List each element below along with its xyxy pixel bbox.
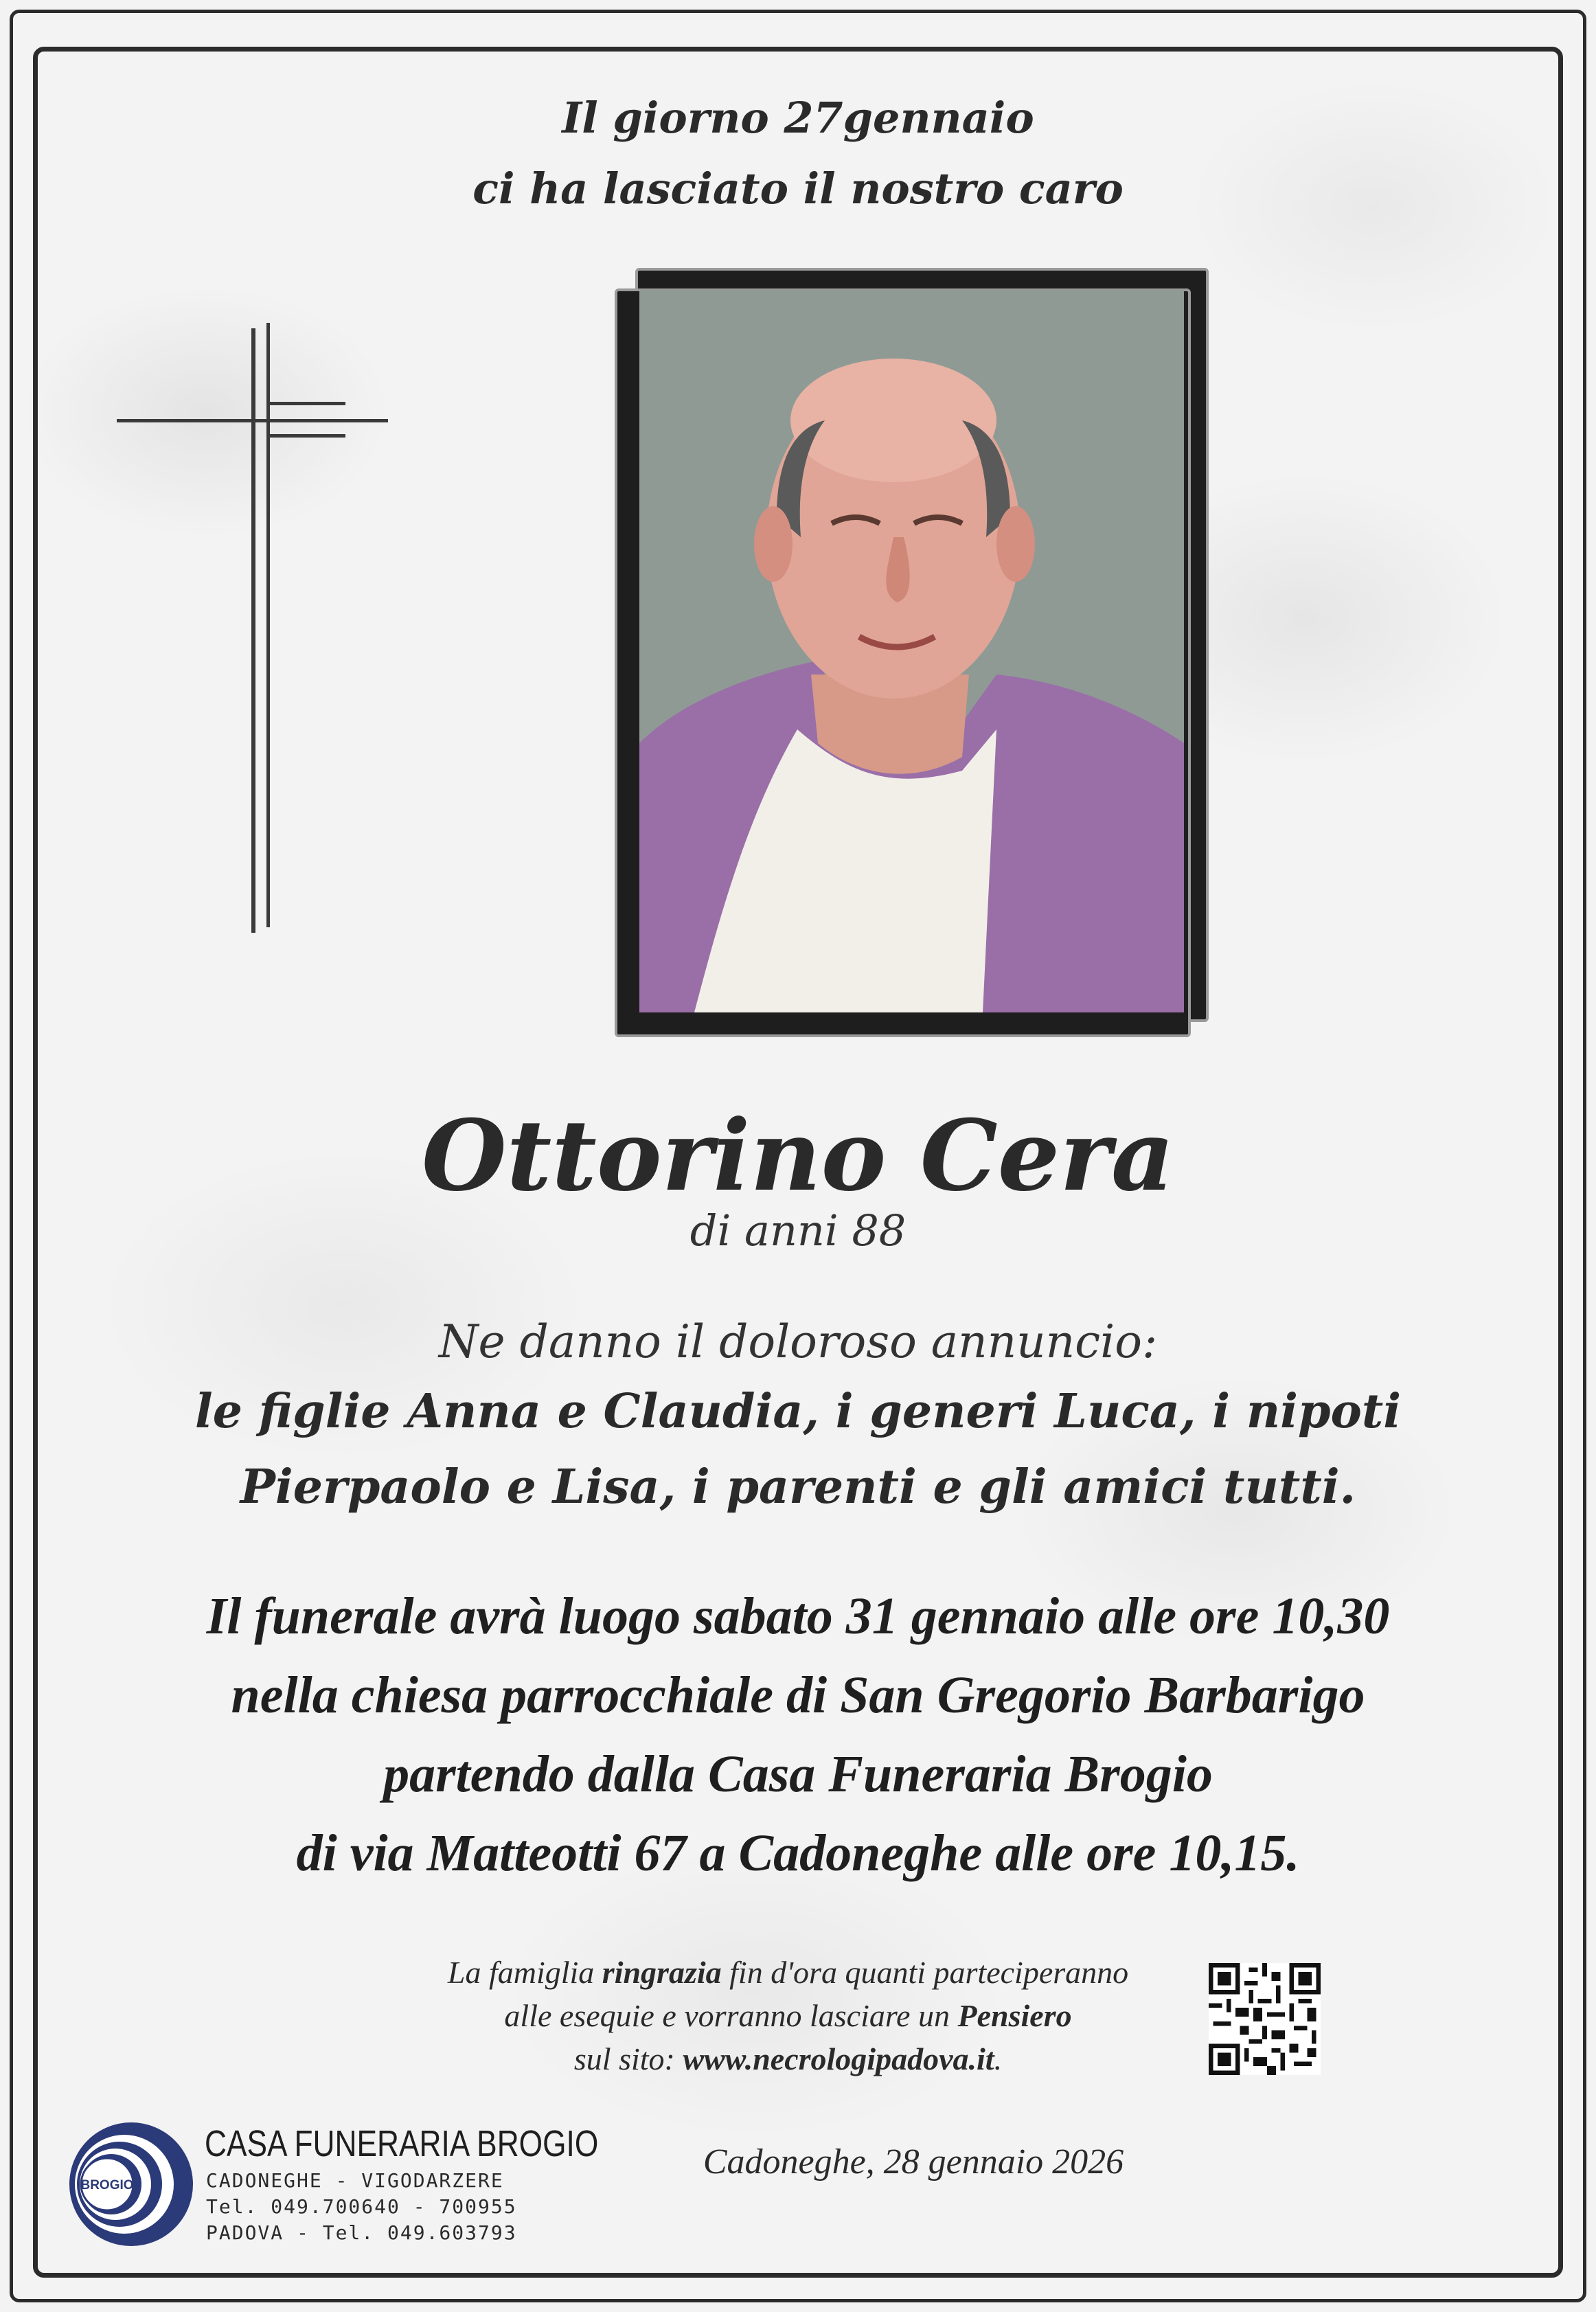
deceased-age: di anni 88 — [689, 1205, 907, 1256]
thanks-line-3: sul sito: www.necrologipadova.it. — [573, 2041, 1003, 2076]
intro-line-1: Il giorno 27gennaio — [562, 93, 1034, 143]
website-link[interactable]: www.necrologipadova.it — [683, 2041, 994, 2076]
brand-name: CASA FUNERARIA BROGIO — [205, 2123, 599, 2164]
announcement-line-2: Pierpaolo e Lisa, i parenti e gli amici tutti. — [240, 1460, 1356, 1515]
portrait-frame — [615, 268, 1209, 1037]
logo-text: BROGIO — [80, 2178, 134, 2192]
announcement-line-1: le figlie Anna e Claudia, i generi Luca, i nipoti — [194, 1384, 1402, 1439]
portrait-photo — [639, 290, 1184, 1012]
announcement-intro: Ne danno il doloroso annuncio: — [438, 1315, 1158, 1368]
place-date: Cadoneghe, 28 gennaio 2026 — [703, 2142, 1124, 2181]
funeral-line-2: nella chiesa parrocchiale di San Gregorio Barbarigo — [231, 1666, 1365, 1724]
intro-line-2: ci ha lasciato il nostro caro — [472, 163, 1124, 214]
funeral-line-4: di via Matteotti 67 a Cadoneghe alle ore 10,15. — [296, 1824, 1300, 1882]
thanks-line-1: La famiglia ringrazia fin d'ora quanti parteciperanno — [447, 1955, 1129, 1990]
funeral-line-3: partendo dalla Casa Funeraria Brogio — [383, 1745, 1213, 1803]
cross-icon — [117, 323, 391, 941]
brand-locations: CADONEGHE - VIGODARZERE — [206, 2169, 504, 2192]
qr-code-icon[interactable] — [1209, 1963, 1321, 2075]
brand-phone-1: Tel. 049.700640 - 700955 — [206, 2195, 517, 2218]
brogio-logo — [66, 2119, 196, 2249]
intro-text — [0, 82, 1596, 224]
deceased-name: Ottorino Cera — [422, 1099, 1174, 1213]
funeral-line-1: Il funerale avrà luogo sabato 31 gennaio alle ore 10,30 — [206, 1587, 1390, 1645]
thanks-line-2: alle esequie e vorranno lasciare un Pensiero — [504, 1998, 1072, 2033]
brand-phone-2: PADOVA - Tel. 049.603793 — [206, 2221, 517, 2244]
